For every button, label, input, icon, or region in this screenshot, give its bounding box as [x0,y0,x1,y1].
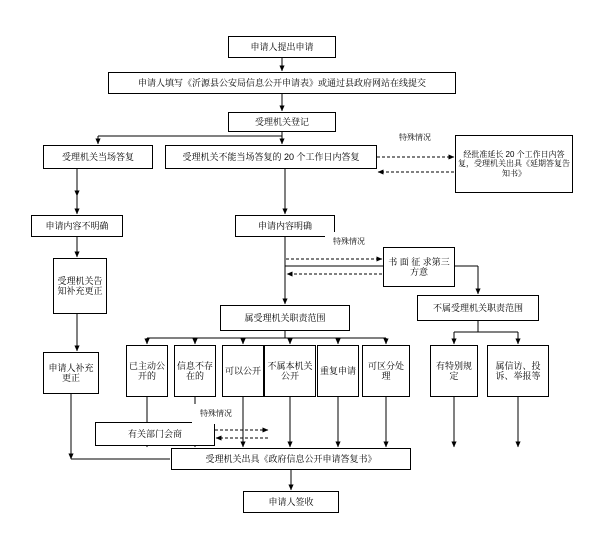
node-repeat-application: 重复申请 [317,345,359,397]
node-not-this-agency: 不属本机关公开 [264,345,316,397]
node-issue-reply: 受理机关出具《政府信息公开申请答复书》 [171,448,411,470]
node-special-rules: 有特别规定 [430,345,478,397]
node-outside-duty: 不属受理机关职责范围 [417,295,539,321]
node-applicant-supplement: 申请人补充更正 [43,352,99,394]
node-department-consult: 有关部门会商 [95,422,215,446]
node-not-exist: 信息不存在的 [174,345,216,397]
node-apply: 申请人提出申请 [228,36,336,58]
node-register: 受理机关登记 [228,112,336,132]
node-already-public: 已主动公开的 [126,345,168,397]
node-separable-handling: 可区分处理 [362,345,410,397]
node-within-duty: 属受理机关职责范围 [220,305,350,331]
node-20day-reply: 受理机关不能当场答复的 20 个工作日内答复 [165,145,377,169]
node-fill-form: 申请人填写《沂源县公安局信息公开申请表》或通过县政府网站在线提交 [108,72,456,94]
node-third-party-opinion: 书 面 征 求第三方意 [383,247,455,287]
edge-label-special-case-1: 特殊情况 [391,128,439,148]
node-content-clear: 申请内容明确 [235,215,335,237]
edge-label-special-case-2: 特殊情况 [325,232,373,252]
edge-label-special-case-3: 特殊情况 [192,404,240,424]
node-can-publish: 可以公开 [222,345,264,397]
node-extension-notice: 经批准延长 20 个工作日内答复，受理机关出具《延期答复告知书》 [455,135,573,193]
node-notify-supplement: 受理机关告知补充更正 [53,258,107,314]
node-onsite-reply: 受理机关当场答复 [43,145,153,169]
node-applicant-receipt: 申请人签收 [243,491,339,513]
node-content-unclear: 申请内容不明确 [31,215,123,237]
node-petition-complaint: 属信访、投诉、举报等 [487,345,549,397]
